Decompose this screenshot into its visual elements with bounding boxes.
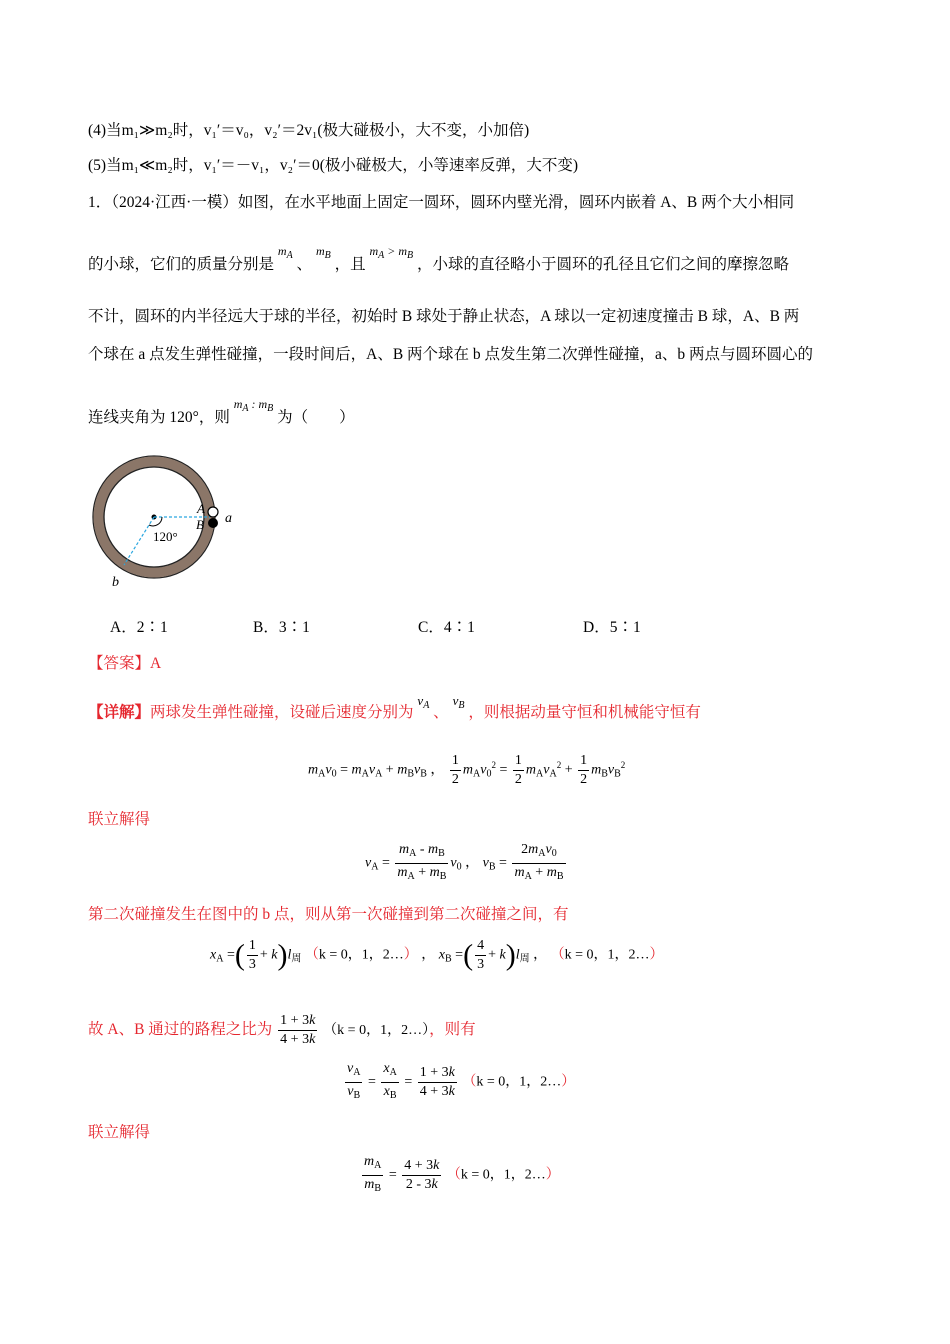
question-line-5 — [88, 397, 355, 428]
mass-ratio-symbol: mA : mB — [233, 397, 274, 414]
k-range: k = 0，1，2… — [337, 1023, 423, 1039]
answer-line: 【答案】A — [88, 655, 162, 672]
equation-ratio: $\frac{v_A}{v_B}$ = $\frac{x_A}{x_B}$ = $\frac{1 + 3k}{4 + 3k}$ （k = 0，1，2…） — [347, 1061, 576, 1101]
detail-text: ，则根据动量守恒和机械能守恒有 — [468, 704, 701, 721]
mass-b-symbol: mB — [315, 244, 331, 261]
question-text: 、 — [296, 256, 313, 273]
detail-text: 两球发生弹性碰撞，设碰后速度分别为 — [150, 704, 414, 721]
detail-text: 、 — [433, 704, 449, 721]
question-text: 为（ ） — [277, 409, 355, 426]
option-d[interactable]: D．5∶1 — [583, 619, 641, 636]
detail-line-2: 第二次碰撞发生在图中的 b 点，则从第一次碰撞到第二次碰撞之间，有 — [88, 906, 569, 923]
option-b[interactable]: B．3∶1 — [253, 619, 310, 636]
detail-text: ，则有 — [429, 1021, 476, 1039]
k-range: k = 0，1，2… — [476, 1074, 562, 1090]
option-a[interactable]: A．2∶1 — [110, 619, 168, 636]
ring-figure — [80, 445, 250, 595]
intro-line-4: (4)当m₁≫m₂时，v₁′＝v₀，v₂′＝2v₁(极大碰极小，大不变，小加倍) — [88, 122, 530, 139]
question-text: 的小球，它们的质量分别是 — [88, 256, 275, 273]
question-line-4: 个球在 a 点发生弹性碰撞，一段时间后，A、B 两个球在 b 点发生第二次弹性碰撞，a、b 两点与圆环圆心的 — [88, 346, 814, 363]
mass-a-symbol: mA — [277, 244, 293, 261]
k-range: k = 0，1，2… — [318, 947, 404, 963]
label-A: A — [197, 501, 205, 516]
question-line-3: 不计，圆环的内半径远大于球的半径，初始时 B 球处于静止状态，A 球以一定初速度撞击 B 球，A、B 两 — [88, 308, 800, 325]
angle-label: 120° — [153, 529, 178, 544]
question-text: ，且 — [334, 256, 366, 273]
k-range: k = 0，1，2… — [564, 947, 650, 963]
label-B: B — [196, 517, 204, 532]
equation-mass-ratio: $\frac{m_A}{m_B}$ = $\frac{4 + 3k}{2 - 3k}$ （k = 0，1，2…） — [364, 1154, 560, 1194]
solve-line-1: 联立解得 — [88, 811, 151, 828]
question-text: 连线夹角为 120°，则 — [88, 409, 230, 426]
ball-b — [208, 518, 218, 528]
velocity-b-symbol: vB — [452, 693, 465, 711]
detail-text: 故 A、B 通过的路程之比为 — [88, 1021, 273, 1039]
velocity-a-symbol: vA — [417, 693, 430, 711]
label-b: b — [112, 575, 119, 590]
label-a: a — [225, 511, 232, 526]
intro-line-5: (5)当m₁≪m₂时，v₁′＝－v₁，v₂′＝0(极小碰极大，小等速率反弹，大不变) — [88, 157, 579, 174]
detail-line-3: 故 A、B 通过的路程之比为 $\frac{1 + 3k}{4 + 3k}$ （k = 0，1，2…），则有 — [88, 1013, 476, 1047]
radius-to-b — [124, 517, 154, 565]
solve-line-2: 联立解得 — [88, 1124, 151, 1141]
detail-line-1 — [88, 693, 701, 723]
ball-a — [208, 507, 218, 517]
k-range: k = 0，1，2… — [460, 1167, 546, 1183]
question-line-1: 1．（2024·江西·一模）如图，在水平地面上固定一圆环，圆环内壁光滑，圆环内嵌着 A、B 两个大小相同 — [88, 194, 795, 211]
question-line-2 — [88, 244, 790, 275]
equation-conservation: $m_Av_0 = m_Av_A + m_Bv_B$ ， $\frac{1}{2}$ $m_Av_0^2$ = $\frac{1}{2}$ $m_Av_A^2$ + $\frac{1}{2}$ $m_Bv_B^2$ — [308, 753, 626, 787]
detail-label: 【详解】 — [88, 704, 151, 721]
equation-velocities: $v_A$ = $\frac{m_A - m_B}{m_A + m_B}$ $v_0$ ， $v_B$ = $\frac{2m_Av_0}{m_A + m_B}$ — [365, 842, 564, 882]
equation-paths: $x_A$ =( $\frac{1}{3}$ + $k)l_周$ （k = 0，1，2…） ， $x_B$ =( $\frac{4}{3}$ + $k)l_周$ ， （k = 0，1，2…） — [210, 938, 664, 972]
mass-inequality: mA > mB — [369, 244, 414, 261]
option-c[interactable]: C．4∶1 — [418, 619, 475, 636]
question-text: ，小球的直径略小于圆环的孔径且它们之间的摩擦忽略 — [417, 256, 790, 273]
